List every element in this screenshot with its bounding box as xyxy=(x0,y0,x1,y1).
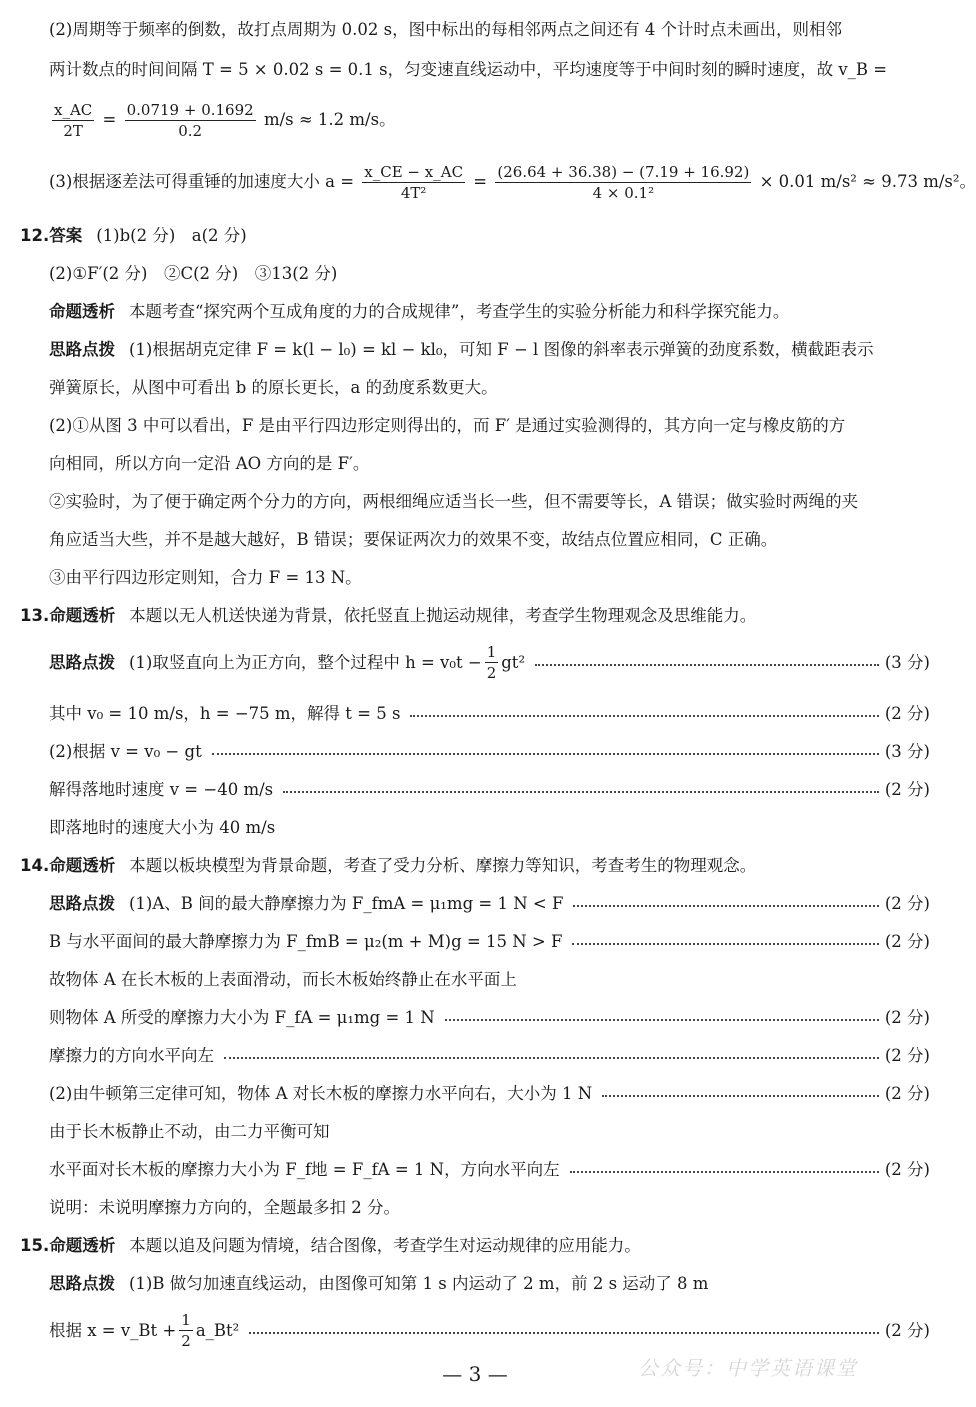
text-line: (2)①从图 3 中可以看出，F 是由平行四边形定则得出的，而 F′ 是通过实验测得的，其方向一定与橡皮筋的方 xyxy=(49,416,846,435)
scored-line: 解得落地时速度 v = −40 m/s (2 分) xyxy=(49,780,930,799)
page-number: — 3 — xyxy=(442,1362,508,1386)
text-line: 角应适当大些，并不是越大越好，B 错误；要保证两次力的效果不变，故结点位置应相同，C 正确。 xyxy=(49,530,778,549)
scored-line: 根据 x = v_Bt + $\frac{1}{2}$ a_Bt² (2 分) xyxy=(49,1311,930,1350)
text-line: 故物体 A 在长木板的上表面滑动，而长木板始终静止在水平面上 xyxy=(49,970,517,989)
question-12-analysis: 命题透析 本题考查“探究两个互成角度的力的合成规律”，考查学生的实验分析能力和科学探究能力。 xyxy=(49,302,790,321)
text-line: (2)周期等于频率的倒数，故打点周期为 0.02 s，图中标出的每相邻两点之间还有 4 个计时点未画出，则相邻 xyxy=(49,20,843,39)
fraction: $\frac{x\_AC}{2T}$ xyxy=(54,101,93,140)
question-12-hint: 思路点拨 (1)根据胡克定律 F = k(l − l₀) = kl − kl₀，可知 F − l 图像的斜率表示弹簧的劲度系数，横截距表示 xyxy=(49,340,874,359)
text-line: (2)①F′(2 分) ②C(2 分) ③13(2 分) xyxy=(49,264,338,283)
question-14-hint: 思路点拨 (1)A、B 间的最大静摩擦力为 F_fmA = μ₁mg = 1 N < F (2 分) xyxy=(49,894,930,913)
fraction: $\frac{1}{2}$ xyxy=(181,1311,191,1350)
text-line: 由于长木板静止不动，由二力平衡可知 xyxy=(49,1122,330,1141)
fraction: $\frac{0.0719 + 0.1692}{0.2}$ xyxy=(126,101,254,140)
fraction: $\frac{(26.64 + 36.38) - (7.19 + 16.92)}{\text{4 × 0.1²}}$ xyxy=(497,163,750,202)
scored-line: 水平面对长木板的摩擦力大小为 F_f地 = F_fA = 1 N，方向水平向左 (2 分) xyxy=(49,1160,930,1179)
question-14-analysis: 14.命题透析 本题以板块模型为背景命题，考查了受力分析、摩擦力等知识，考查考生的物理观念。 xyxy=(20,856,757,875)
scored-line: 则物体 A 所受的摩擦力大小为 F_fA = μ₁mg = 1 N (2 分) xyxy=(49,1008,930,1027)
question-12-answer: 12.答案 (1)b(2 分) a(2 分) xyxy=(20,226,247,245)
scored-line: (2)根据 v = v₀ − gt (3 分) xyxy=(49,742,930,761)
text-line: 即落地时的速度大小为 40 m/s xyxy=(49,818,276,837)
text-line: 两计数点的时间间隔 T = 5 × 0.02 s = 0.1 s，匀变速直线运动中，平均速度等于中间时刻的瞬时速度，故 v_B = xyxy=(49,60,888,79)
formula-line: $\frac{x\_AC}{2T}$ = $\frac{0.0719 + 0.1692}{0.2}$ m/s ≈ 1.2 m/s。 xyxy=(54,101,396,140)
text-line: 弹簧原长，从图中可看出 b 的原长更长，a 的劲度系数更大。 xyxy=(49,378,498,397)
scored-line: 摩擦力的方向水平向左 (2 分) xyxy=(49,1046,930,1065)
scored-line: 其中 v₀ = 10 m/s，h = −75 m，解得 t = 5 s (2 分) xyxy=(49,704,930,723)
text-line: ②实验时，为了便于确定两个分力的方向，两根细绳应适当长一些，但不需要等长，A 错误；做实验时两绳的夹 xyxy=(49,492,859,511)
fraction: $\frac{x\_CE - x\_AC}{\text{4T²}}$ xyxy=(364,163,464,202)
formula-line: (3)根据逐差法可得重锤的加速度大小 a = $\frac{x\_CE - x\_AC}{\text{4T²}}$ = $\frac{(26.64 + 36.38) - (7.19 + 16.92)}{\text{4 × 0.1²}}$ × 0.01 m/s² ≈ 9.73 m/s²。 xyxy=(49,163,976,202)
text-line: 向相同，所以方向一定沿 AO 方向的是 F′。 xyxy=(49,454,370,473)
question-13-hint: 思路点拨 (1)取竖直向上为正方向，整个过程中 h = v₀t − $\frac{1}{2}$ gt² (3 分) xyxy=(49,643,930,682)
fraction: $\frac{1}{2}$ xyxy=(486,643,497,682)
scored-line: (2)由牛顿第三定律可知，物体 A 对长木板的摩擦力水平向右，大小为 1 N (2 分) xyxy=(49,1084,930,1103)
question-13-analysis: 13.命题透析 本题以无人机送快递为背景，依托竖直上抛运动规律，考查学生物理观念及思维能力。 xyxy=(20,606,757,625)
watermark: 公众号：中学英语课堂 xyxy=(638,1356,858,1380)
text-line: 说明：未说明摩擦力方向的，全题最多扣 2 分。 xyxy=(49,1198,400,1217)
question-15-hint: 思路点拨 (1)B 做匀加速直线运动，由图像可知第 1 s 内运动了 2 m，前 2 s 运动了 8 m xyxy=(49,1274,709,1293)
scored-line: B 与水平面间的最大静摩擦力为 F_fmB = μ₂(m + M)g = 15 N > F (2 分) xyxy=(49,932,930,951)
question-15-analysis: 15.命题透析 本题以追及问题为情境，结合图像，考查学生对运动规律的应用能力。 xyxy=(20,1236,641,1255)
text-line: ③由平行四边形定则知，合力 F = 13 N。 xyxy=(49,568,362,587)
